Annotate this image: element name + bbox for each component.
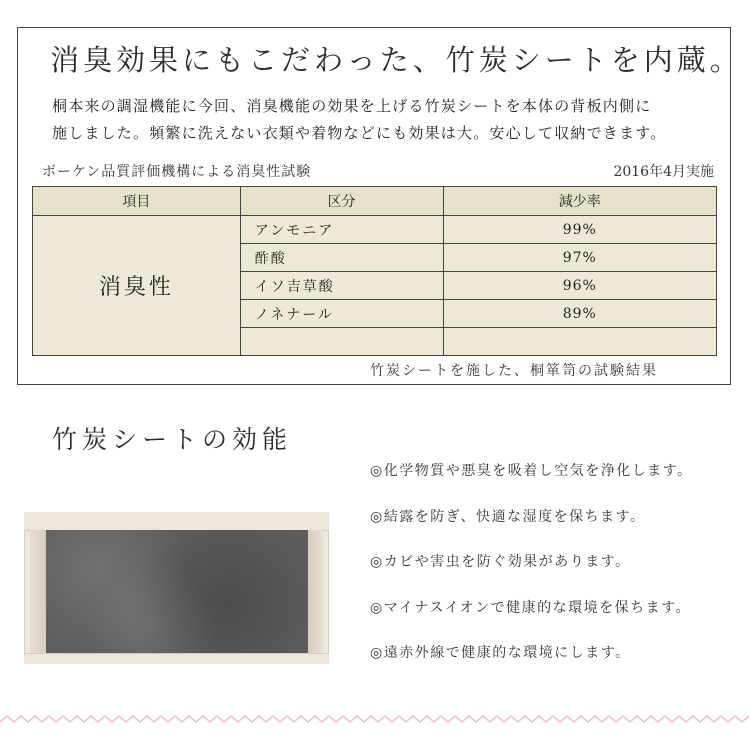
header-reduction-rate: 減少率 (443, 187, 716, 216)
substance-cell: イソ吉草酸 (240, 272, 443, 300)
benefit-item: ◎結露を防ぎ、快適な湿度を保ちます。 (370, 508, 646, 525)
rate-cell (443, 328, 716, 356)
category-cell: 消臭性 (33, 216, 241, 356)
benefit-list (370, 460, 693, 688)
charcoal-sheet-box-image (24, 512, 329, 664)
rate-cell: 99% (443, 216, 716, 244)
section-title: 竹炭シートの効能 (52, 425, 293, 454)
test-note: 竹炭シートを施した、桐箪笥の試験結果 (370, 363, 658, 379)
box-right-wall (307, 530, 323, 654)
header-category: 区分 (240, 187, 443, 216)
table-header-row (33, 187, 717, 216)
rate-cell: 97% (443, 244, 716, 272)
substance-cell: 酢酸 (240, 244, 443, 272)
zigzag-divider (0, 712, 750, 726)
benefit-item: ◎カビや害虫を防ぐ効果があります。 (370, 554, 631, 570)
substance-cell: アンモニア (240, 216, 443, 244)
benefit-item: ◎遠赤外線で健康的な環境にします。 (370, 645, 631, 661)
rate-cell: 96% (443, 272, 716, 300)
box-bottom-edge (24, 653, 329, 664)
deodorize-results-table (32, 186, 717, 356)
box-top-edge (24, 512, 329, 531)
rate-cell: 89% (443, 300, 716, 328)
table-row (33, 216, 717, 244)
benefit-item: ◎化学物質や悪臭を吸着し空気を浄化します。 (370, 463, 693, 479)
test-date: 2016年4月実施 (613, 164, 714, 180)
headline: 消臭効果にもこだわった、竹炭シートを内蔵。 (50, 43, 743, 77)
test-caption: ボーケン品質評価機構による消臭性試験 (42, 164, 312, 180)
header-item: 項目 (33, 187, 241, 216)
intro-line-2: 施しました。頻繁に洗えない衣類や着物などにも効果は大。安心して収納できます。 (52, 124, 667, 142)
benefit-item: ◎マイナスイオンで健康的な環境を保ちます。 (370, 599, 692, 616)
substance-cell: ノネナール (240, 300, 443, 328)
substance-cell (240, 328, 443, 356)
charcoal-sheet-panel (46, 530, 308, 654)
intro-line-1: 桐本来の調湿機能に今回、消臭機能の効果を上げる竹炭シートを本体の背板内側に (52, 97, 652, 115)
box-left-wall (30, 530, 46, 654)
